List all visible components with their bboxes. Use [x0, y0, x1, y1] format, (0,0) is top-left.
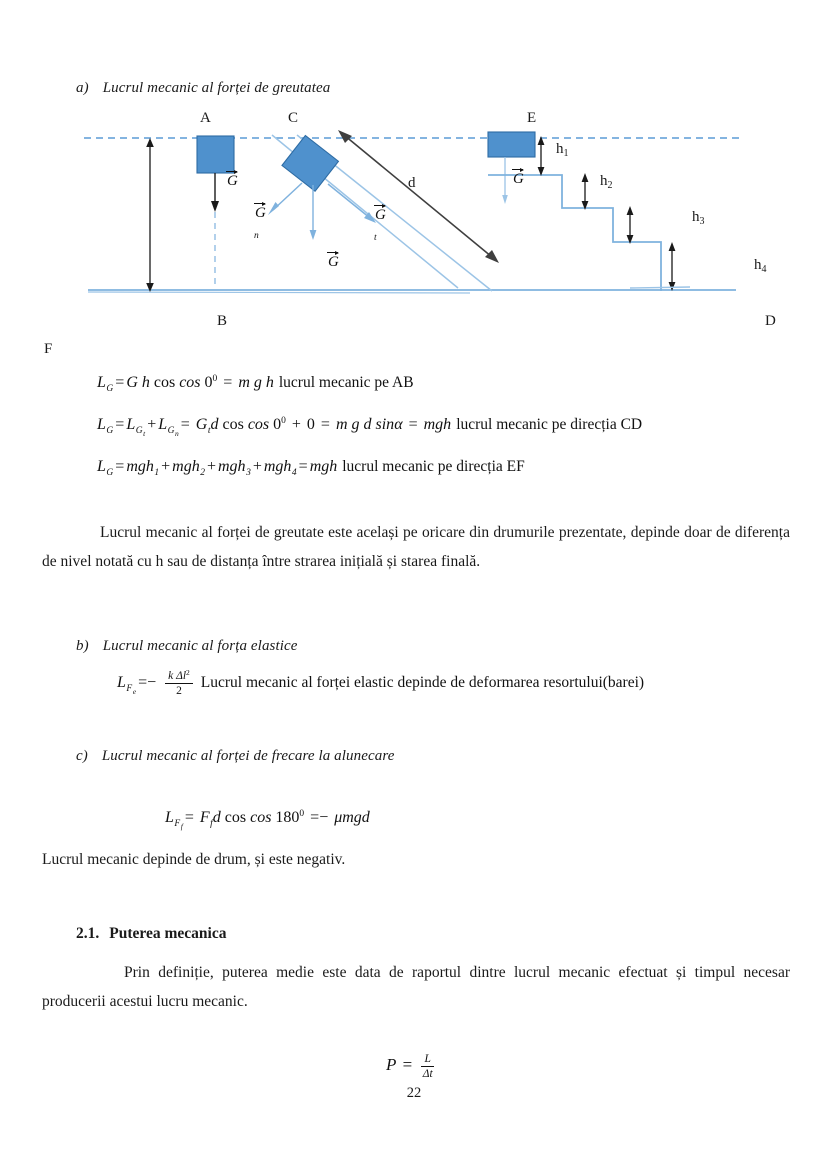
eq-cd-t3-sub: t: [207, 426, 211, 436]
block-a: [197, 136, 234, 173]
ground-bump-right: [630, 287, 690, 288]
eq-el-numerator: [165, 668, 193, 684]
eq-el-exponent: 2: [186, 668, 190, 677]
eq-cd-t5: mgh: [423, 416, 452, 433]
eq-ab-cos1: cos: [153, 374, 176, 391]
eq-cd-plus1: +: [147, 416, 157, 433]
eq-ab-caption: lucrul mecanic pe AB: [278, 374, 414, 391]
equation-power: [386, 1053, 437, 1080]
g-a-glyph: G: [227, 173, 238, 189]
figure-label-c: C: [288, 110, 299, 126]
figure-label-h1: [556, 141, 569, 159]
eq-el-caption: Lucrul mecanic al forței elastic depinde de deformarea resortului(barei): [200, 674, 645, 691]
eq-ef-equals-1: =: [115, 458, 125, 475]
eq-fr-lhs: L: [165, 809, 174, 826]
eq-el-delta-l: Δl: [176, 670, 187, 682]
page-number: 22: [406, 1085, 422, 1101]
eq-cd-t3: G: [195, 416, 208, 433]
eq-cd-equals-1: =: [115, 416, 125, 433]
equation-ef: [97, 458, 525, 478]
eq-fr-force: F: [199, 809, 210, 826]
section-a-title: Lucrul mecanic al forței de greutatea: [102, 80, 331, 96]
eq-fr-cos1: cos: [224, 809, 247, 826]
g-incline-glyph: G: [328, 254, 339, 270]
eq-cd-t1-sub-g: G: [135, 426, 143, 436]
eq-fr-equals-1: =: [184, 809, 194, 826]
paragraph-power-definition: Prin definiție, puterea medie este data de raportul dintre lucrul mecanic efectuat și timpul necesar producerii acestui lucru mecanic.: [42, 964, 790, 1010]
eq-fr-force-sub: f: [210, 819, 213, 829]
equation-friction: [165, 809, 370, 831]
equation-elastic: [117, 668, 644, 697]
h4-letter: h: [754, 257, 762, 273]
paragraph-gravity-note: Lucrul mecanic al forței de greutate este același pe oricare din drumurile prezentate, depinde doar de diferența de nivel notată cu h sau de distanța între strarea inițială și starea finală.: [42, 524, 790, 570]
eq-ef-plus3: +: [252, 458, 262, 475]
eq-ab-angle-sup: 0: [212, 374, 218, 384]
eq-cd-t1-sub: [136, 426, 145, 436]
equation-ab: [97, 374, 414, 394]
section-power-heading: [76, 925, 226, 943]
eq-ef-plus1: +: [161, 458, 171, 475]
eq-cd-equals-4: =: [408, 416, 418, 433]
figure-label-h2: [600, 173, 613, 191]
eq-cd-equals-3: =: [320, 416, 330, 433]
eq-ef-lhs-sub: G: [106, 468, 114, 478]
eq-ab-term1: G h: [126, 374, 150, 391]
distance-d-shaft: [344, 135, 492, 257]
eq-cd-lhs-sub: G: [106, 426, 114, 436]
eq-pw-denominator: Δt: [422, 1068, 433, 1080]
eq-cd-t3-d: d: [210, 416, 219, 433]
vector-label-g-block-a: [226, 173, 239, 190]
eq-ef-t2: mgh: [172, 458, 200, 475]
eq-ab-cos2: cos: [179, 374, 201, 391]
eq-fr-angle-sup: 0: [299, 809, 305, 819]
eq-pw-fraction: [421, 1053, 433, 1080]
eq-fr-lhs-subsub: f: [180, 822, 183, 831]
gravity-vector-a-head: [211, 201, 219, 212]
gravity-vector-c-head: [310, 230, 317, 240]
eq-ef-t4: mgh: [263, 458, 292, 475]
eq-ef-caption: lucrul mecanic pe direcția EF: [342, 458, 525, 475]
section-b-heading: [76, 638, 298, 655]
eq-cd-equals-2: =: [180, 416, 190, 433]
h3-letter: h: [692, 209, 700, 225]
eq-el-lhs-subsub: e: [132, 687, 137, 696]
figure-label-b: B: [217, 313, 228, 329]
eq-cd-cos1: cos: [222, 416, 244, 433]
section-c-title: Lucrul mecanic al forței de frecare la alunecare: [101, 748, 395, 764]
section-a-marker: a): [76, 80, 89, 96]
section-c-marker: c): [76, 748, 88, 764]
eq-el-k: k: [168, 670, 174, 682]
block-e: [488, 132, 535, 157]
figure-label-a: A: [200, 110, 211, 126]
eq-ab-lhs-sub: G: [106, 384, 114, 394]
eq-pw-lhs: P: [386, 1055, 397, 1074]
eq-fr-cos2: cos: [250, 809, 272, 826]
section-a-heading: [76, 80, 330, 97]
eq-ef-t3-sub: 3: [246, 468, 251, 478]
figure-label-d-point: D: [765, 313, 776, 329]
section-b-marker: b): [76, 638, 89, 654]
h1-index: 1: [563, 148, 569, 159]
figure-label-e: E: [527, 110, 537, 126]
h4-arrow-head-top: [669, 242, 676, 251]
eq-el-lhs-sub: [126, 684, 136, 694]
eq-ab-equals-2: =: [223, 374, 233, 391]
eq-cd-t1: L: [126, 416, 136, 433]
eq-fr-d: d: [212, 809, 221, 826]
paragraph-friction-note: Lucrul mecanic depinde de drum, și este negativ.: [42, 851, 346, 868]
eq-ef-t5: mgh: [309, 458, 338, 475]
gn-vector-head: [268, 202, 279, 215]
vector-label-g-incline: [327, 254, 340, 271]
eq-ef-t1-sub: 1: [154, 468, 160, 478]
eq-ef-t2-sub: 2: [200, 468, 205, 478]
eq-ab-term2: m g h: [238, 374, 274, 391]
eq-fr-lhs-sub-f: F: [174, 819, 181, 829]
eq-el-equals-minus: =−: [138, 674, 157, 691]
equation-cd: [97, 416, 642, 438]
eq-fr-lhs-sub: [174, 819, 182, 829]
figure-label-h4: [754, 257, 767, 275]
eq-ef-t4-sub: 4: [291, 468, 297, 478]
eq-cd-angle: 0: [273, 416, 282, 433]
eq-cd-angle-sup: 0: [281, 416, 286, 426]
eq-ab-lhs: L: [97, 374, 106, 391]
eq-el-lhs-sub-f: F: [126, 684, 133, 694]
vector-label-gt: [374, 207, 387, 243]
distance-d-head-top: [338, 130, 352, 143]
eq-cd-plus2: +: [291, 416, 301, 433]
h3-arrow-head-top: [627, 206, 634, 215]
staircase-path: [488, 175, 661, 291]
eq-cd-caption: lucrul mecanic pe direcția CD: [456, 416, 643, 433]
eq-cd-t1-subsub: t: [143, 429, 146, 438]
gn-glyph: G: [255, 205, 266, 221]
section-b-title: Lucrul mecanic al forța elastice: [102, 638, 298, 654]
height-ab-arrow-head-top: [146, 138, 154, 147]
g-stairs-glyph: G: [513, 171, 524, 187]
eq-fr-equals-minus: =−: [310, 809, 329, 826]
eq-el-lhs: L: [117, 674, 126, 691]
eq-el-denominator: 2: [176, 685, 182, 697]
eq-ab-equals-1: =: [115, 374, 125, 391]
h4-index: 4: [761, 264, 767, 275]
vector-label-g-stairs: [512, 171, 525, 188]
gt-index: t: [374, 233, 377, 243]
figure-label-distance-d: d: [408, 175, 416, 191]
vector-label-gn: [254, 205, 267, 241]
eq-cd-lhs: L: [97, 416, 106, 433]
eq-cd-t4: m g d sin: [335, 416, 395, 433]
h2-arrow-head-top: [582, 173, 589, 182]
eq-ef-t1: mgh: [126, 458, 154, 475]
eq-cd-zero: 0: [306, 416, 315, 433]
section-c-heading: [76, 748, 395, 765]
h2-index: 2: [607, 180, 613, 191]
gravity-vector-e-head: [502, 195, 508, 204]
eq-pw-numerator: L: [421, 1053, 433, 1067]
eq-ef-t3: mgh: [218, 458, 246, 475]
eq-ef-lhs: L: [97, 458, 106, 475]
figure-label-h3: [692, 209, 705, 227]
eq-cd-t2-subsub: n: [175, 429, 179, 438]
eq-fr-angle: 180: [275, 809, 300, 826]
eq-ab-angle: 0: [204, 374, 213, 391]
h3-index: 3: [699, 216, 705, 227]
eq-cd-t2: L: [158, 416, 168, 433]
eq-cd-alpha: α: [394, 416, 403, 433]
eq-ef-equals-2: =: [298, 458, 308, 475]
eq-cd-cos2: cos: [247, 416, 270, 433]
figure-label-f: F: [44, 341, 53, 357]
section-power-title: Puterea mecanica: [109, 925, 227, 942]
eq-pw-equals: =: [402, 1055, 413, 1074]
section-power-number: 2.1.: [76, 925, 100, 942]
eq-ef-plus2: +: [206, 458, 216, 475]
gt-glyph: G: [375, 207, 386, 223]
eq-fr-result: μmgd: [334, 809, 370, 826]
h1-letter: h: [556, 141, 564, 157]
eq-cd-t2-sub-g: G: [167, 426, 175, 436]
eq-cd-t2-sub: [168, 426, 179, 436]
gn-index: n: [254, 231, 259, 241]
h2-letter: h: [600, 173, 608, 189]
eq-el-fraction: [165, 668, 193, 697]
ground-line-secondary: [88, 292, 470, 293]
